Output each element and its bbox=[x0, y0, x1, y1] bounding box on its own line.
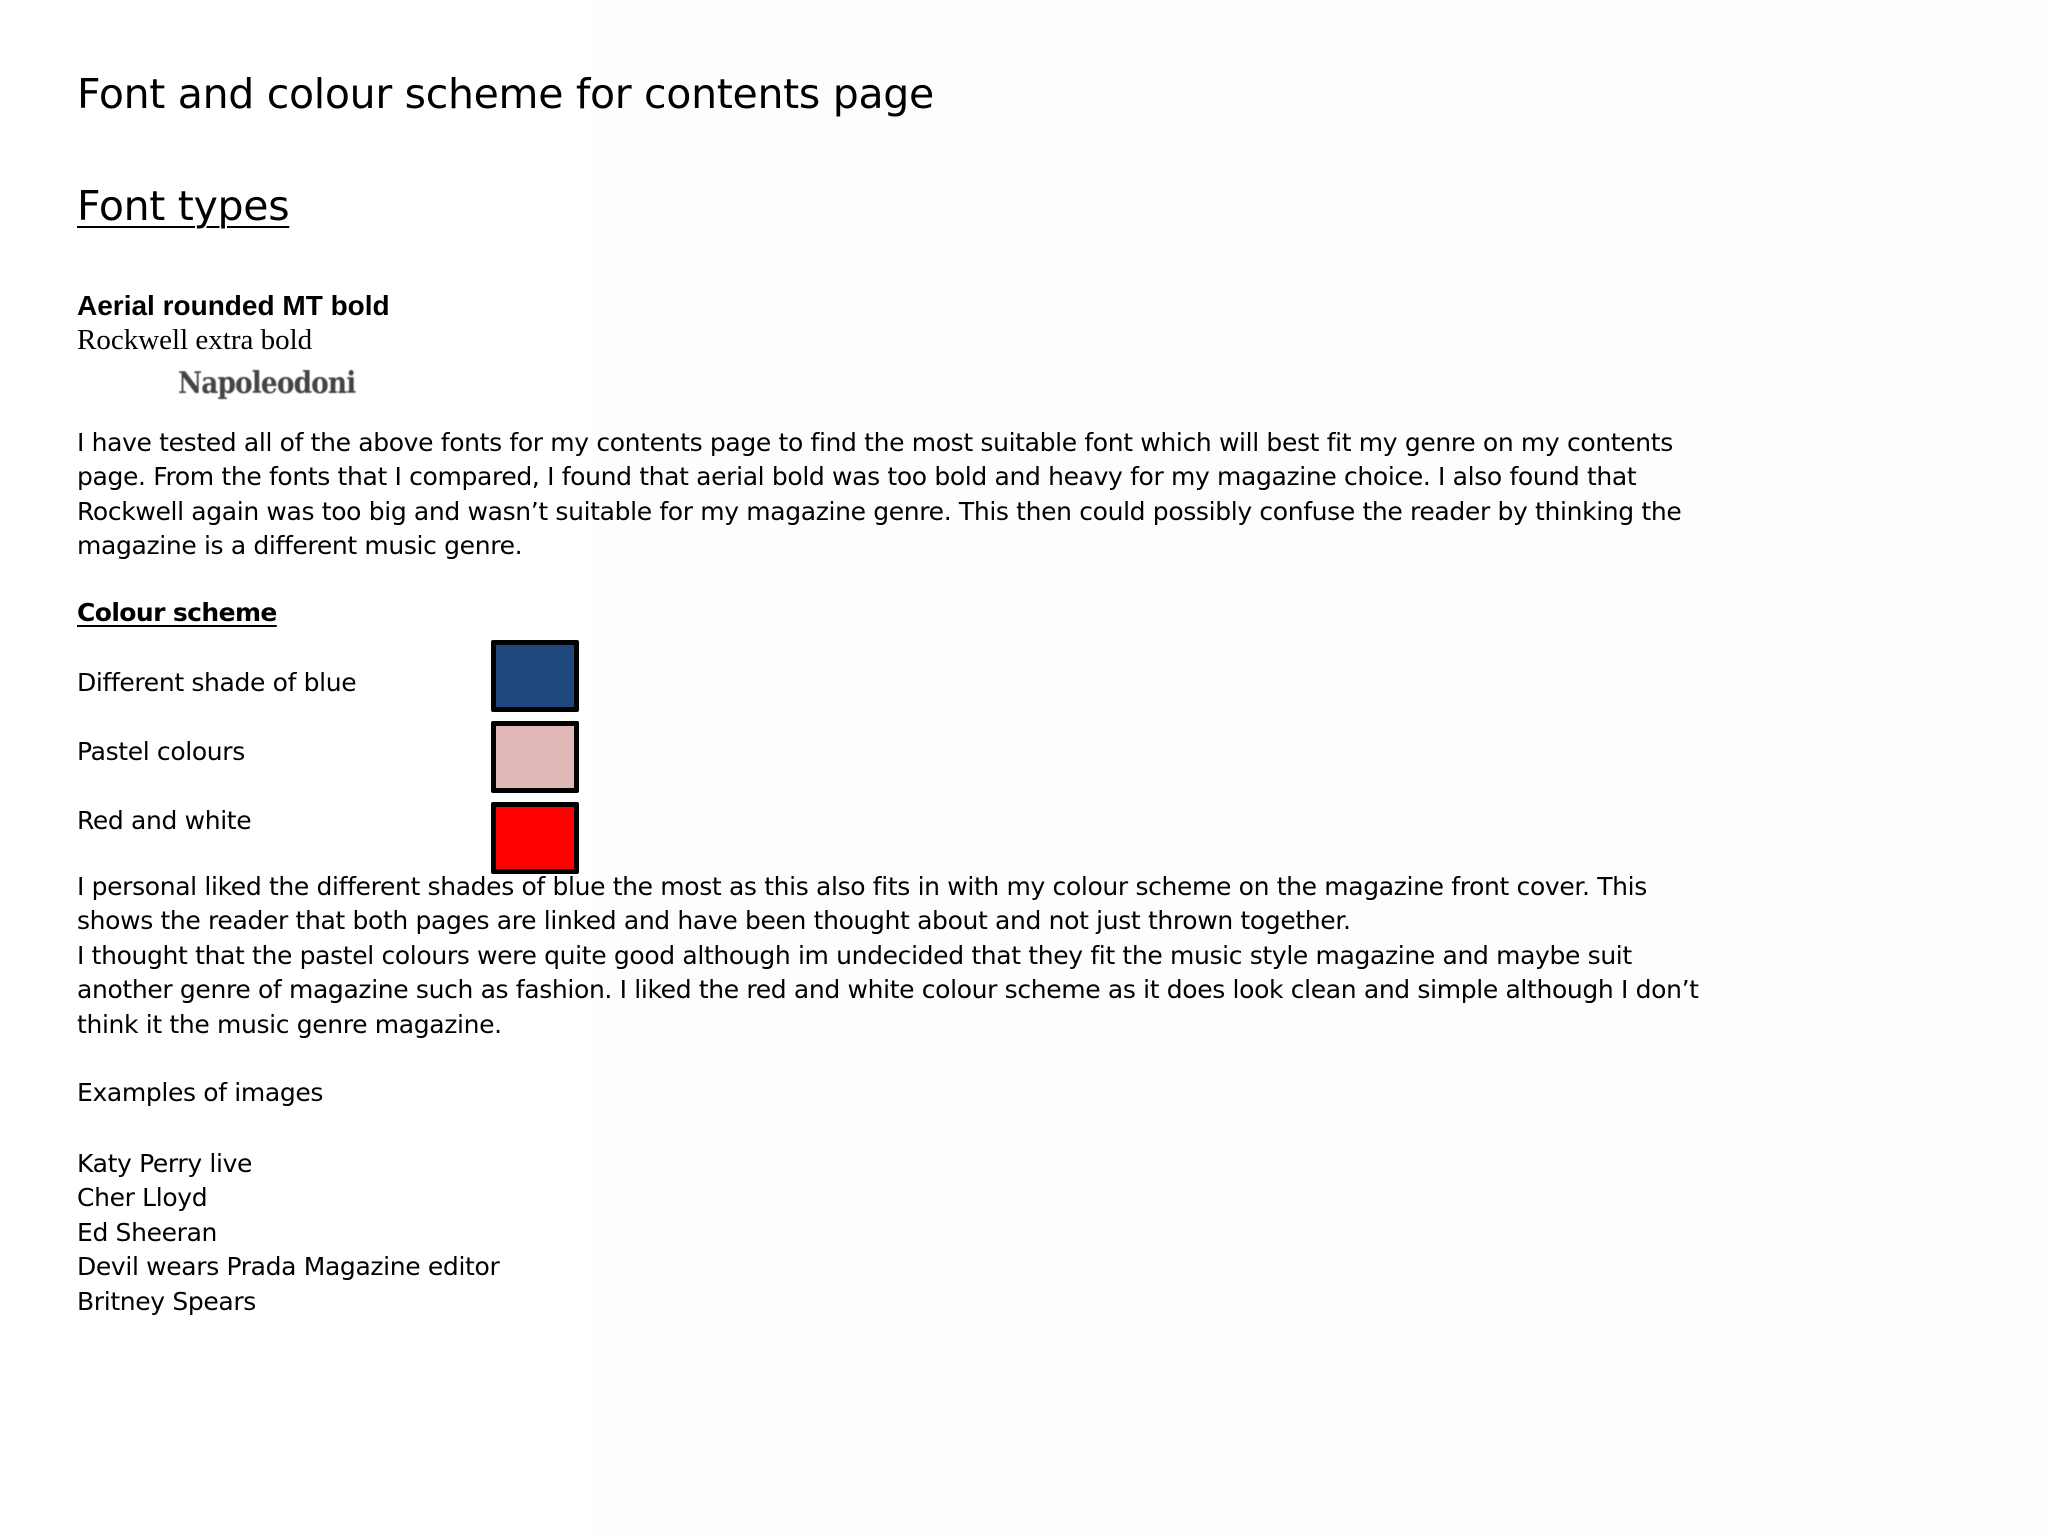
colour-scheme-heading: Colour scheme bbox=[77, 598, 277, 627]
page-title: Font and colour scheme for contents page bbox=[77, 70, 934, 118]
paragraph-line: magazine is a different music genre. bbox=[77, 531, 523, 561]
font-comparison-paragraph bbox=[77, 426, 1682, 564]
colour-evaluation-paragraph bbox=[77, 870, 1699, 1042]
paragraph-line: I thought that the pastel colours were quite good although im undecided that they fit the music style magazine and maybe suit bbox=[77, 940, 1632, 970]
swatch-red bbox=[491, 802, 579, 874]
swatch-label-red: Red and white bbox=[77, 806, 252, 835]
list-item: Katy Perry live bbox=[77, 1149, 253, 1178]
list-item: Britney Spears bbox=[77, 1286, 256, 1316]
swatch-blue bbox=[491, 640, 579, 712]
paragraph-line: another genre of magazine such as fashion. I liked the red and white colour scheme as it does look clean and simple although I don’t bbox=[77, 975, 1699, 1005]
paragraph-line: shows the reader that both pages are linked and have been thought about and not just thrown together. bbox=[77, 906, 1351, 936]
examples-list bbox=[77, 1147, 499, 1319]
font-sample-rockwell: Rockwell extra bold bbox=[77, 324, 313, 356]
swatch-label-pastel: Pastel colours bbox=[77, 737, 245, 766]
font-types-heading: Font types bbox=[77, 182, 290, 230]
paragraph-line: Rockwell again was too big and wasn’t suitable for my magazine genre. This then could possibly confuse the reader by thinking the bbox=[77, 496, 1682, 526]
font-sample-napoleodoni-image: Napoleodoni bbox=[178, 366, 356, 401]
paragraph-line: I have tested all of the above fonts for my contents page to find the most suitable font which will best fit my genre on my contents bbox=[77, 428, 1673, 457]
list-item: Cher Lloyd bbox=[77, 1183, 208, 1213]
paragraph-line: think it the music genre magazine. bbox=[77, 1009, 502, 1039]
examples-heading: Examples of images bbox=[77, 1078, 324, 1107]
swatch-pastel bbox=[491, 721, 579, 793]
paragraph-line: I personal liked the different shades of blue the most as this also fits in with my colour scheme on the magazine front cover. This bbox=[77, 872, 1647, 901]
swatch-label-blue: Different shade of blue bbox=[77, 668, 357, 697]
paragraph-line: page. From the fonts that I compared, I found that aerial bold was too bold and heavy for my magazine choice. I also found that bbox=[77, 462, 1637, 492]
list-item: Devil wears Prada Magazine editor bbox=[77, 1252, 500, 1282]
list-item: Ed Sheeran bbox=[77, 1217, 218, 1247]
font-sample-aerial-rounded: Aerial rounded MT bold bbox=[77, 290, 390, 321]
